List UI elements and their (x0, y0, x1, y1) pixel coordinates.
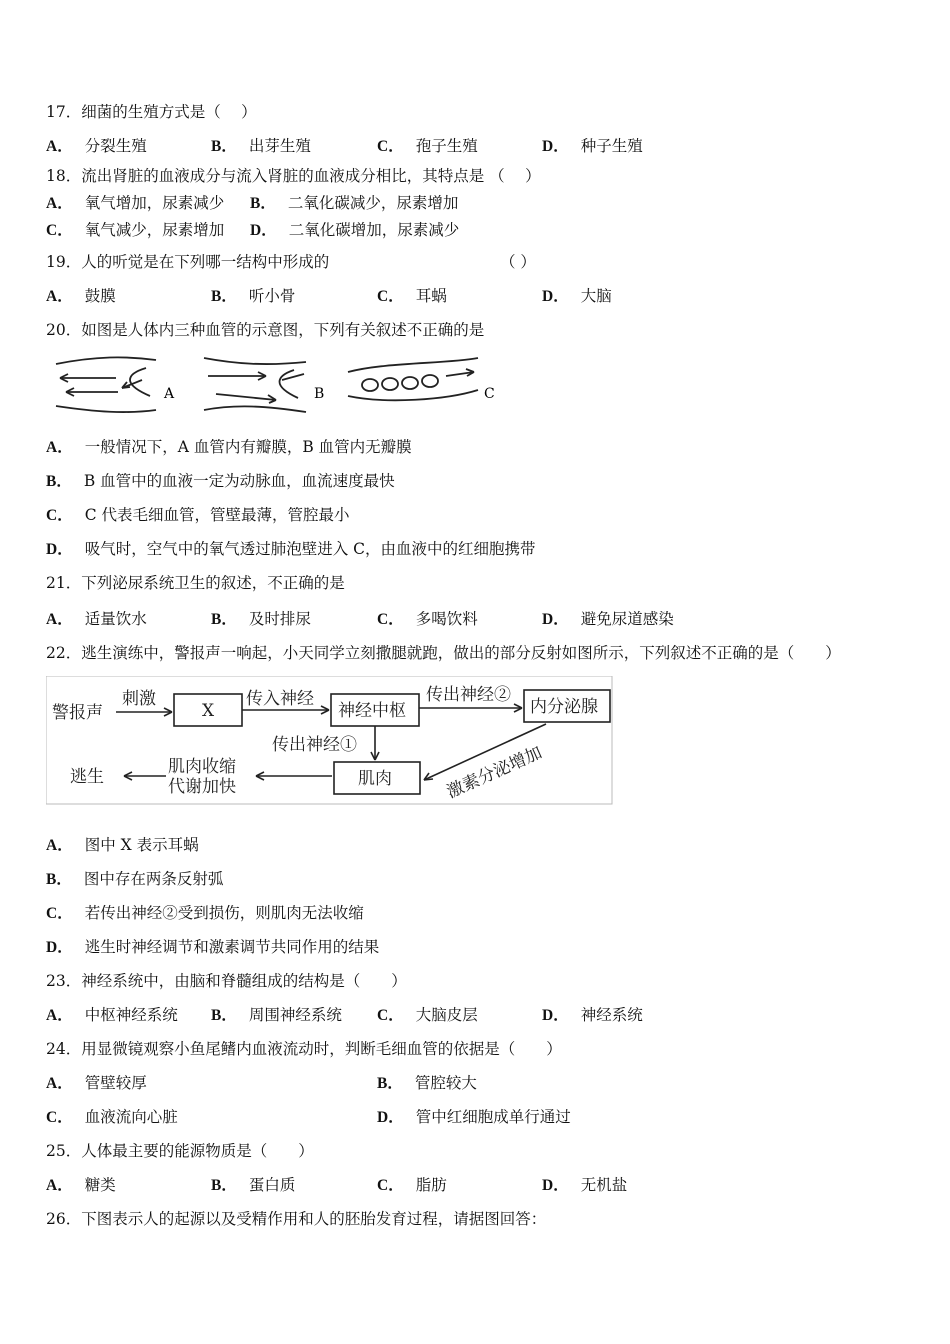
q24-option-a: A． 管壁较厚 (46, 1074, 147, 1092)
vessel-a-branch (130, 368, 150, 396)
vessel-a-bottom-wall (56, 406, 156, 412)
label-effect2: 代谢加快 (168, 777, 236, 797)
q17-stem: 17．细菌的生殖方式是（ ） (46, 103, 257, 121)
q18-stem: 18．流出肾脏的血液成分与流入肾脏的血液成分相比，其特点是 （ ） (46, 167, 541, 185)
red-blood-cell (402, 377, 418, 389)
label-x: X (202, 701, 215, 721)
q22-option-b: B． 图中存在两条反射弧 (46, 870, 224, 888)
q25-stem: 25．人体最主要的能源物质是（ ） (46, 1142, 314, 1160)
label-muscle: 肌肉 (358, 769, 392, 789)
q25-option-b: B． 蛋白质 (211, 1176, 296, 1194)
q20-stem: 20．如图是人体内三种血管的示意图，下列有关叙述不正确的是 (46, 321, 485, 339)
vessel-c-top-wall (348, 358, 478, 372)
q23-stem: 23．神经系统中，由脑和脊髓组成的结构是（ ） (46, 972, 407, 990)
q19-option-a: A． 鼓膜 (46, 287, 116, 305)
q24-option-c: C． 血液流向心脏 (46, 1108, 178, 1126)
q24-stem: 24．用显微镜观察小鱼尾鳍内血液流动时，判断毛细血管的依据是（ ） (46, 1040, 562, 1058)
q20-option-c: C． C 代表毛细血管，管壁最薄，管腔最小 (46, 506, 350, 524)
q17-option-b: B． 出芽生殖 (211, 137, 311, 155)
label-center: 神经中枢 (338, 701, 406, 721)
reflex-diagram (46, 676, 614, 806)
label-escape: 逃生 (70, 767, 104, 787)
q21-option-a: A． 适量饮水 (46, 610, 147, 628)
label-effect1: 肌肉收缩 (168, 757, 236, 777)
q18-option-b: B． 二氧化碳减少，尿素增加 (250, 194, 459, 212)
q21-option-c: C． 多喝饮料 (377, 610, 478, 628)
label-c: C (484, 386, 495, 402)
q22-option-a: A． 图中 X 表示耳蜗 (46, 836, 199, 854)
q25-option-a: A． 糖类 (46, 1176, 116, 1194)
q25-option-d: D． 无机盐 (542, 1176, 628, 1194)
q22-option-d: D． 逃生时神经调节和激素调节共同作用的结果 (46, 938, 380, 956)
blood-vessel-figure (46, 350, 496, 420)
q18-option-c: C． 氧气减少，尿素增加 (46, 221, 225, 239)
q21-option-b: B． 及时排尿 (211, 610, 311, 628)
q19-option-c: C． 耳蜗 (377, 287, 447, 305)
q22-stem: 22．逃生演练中，警报声一响起，小天同学立刻撒腿就跑，做出的部分反射如图所示，下列叙述不正确的是（ ） (46, 644, 841, 662)
q17-option-c: C． 孢子生殖 (377, 137, 478, 155)
q17-option-a: A． 分裂生殖 (46, 137, 147, 155)
label-b: B (314, 386, 325, 402)
red-blood-cell (382, 378, 398, 390)
vessel-b-top-wall (204, 358, 306, 364)
q20-option-d: D． 吸气时，空气中的氧气透过肺泡壁进入 C，由血液中的红细胞携带 (46, 540, 536, 558)
label-alarm: 警报声 (52, 703, 103, 723)
q24-option-d: D． 管中红细胞成单行通过 (377, 1108, 571, 1126)
red-blood-cell (422, 375, 438, 387)
q18-option-d: D． 二氧化碳增加，尿素减少 (250, 221, 460, 239)
q25-option-c: C． 脂肪 (377, 1176, 447, 1194)
q22-option-c: C． 若传出神经②受到损伤，则肌肉无法收缩 (46, 904, 364, 922)
vessel-b-bottom-wall (204, 406, 306, 412)
red-blood-cell (362, 379, 378, 391)
label-hormone: 激素分泌增加 (443, 742, 546, 803)
q19-option-d: D． 大脑 (542, 287, 612, 305)
q24-option-b: B． 管腔较大 (377, 1074, 477, 1092)
label-efferent2: 传出神经② (426, 685, 511, 705)
label-stimulus: 刺激 (122, 689, 156, 709)
q17-option-d: D． 种子生殖 (542, 137, 643, 155)
q20-option-b: B． B 血管中的血液一定为动脉血，血流速度最快 (46, 472, 395, 490)
q20-option-a: A． 一般情况下，A 血管内有瓣膜，B 血管内无瓣膜 (46, 438, 412, 456)
q26-stem: 26．下图表示人的起源以及受精作用和人的胚胎发育过程，请据图回答： (46, 1210, 547, 1228)
vessel-b-arrow-3 (282, 374, 304, 380)
q18-option-a: A． 氧气增加，尿素减少 (46, 194, 225, 212)
q19-option-b: B． 听小骨 (211, 287, 296, 305)
label-a: A (164, 386, 175, 402)
q19-paren: （ ） (500, 253, 536, 271)
q23-option-c: C． 大脑皮层 (377, 1006, 478, 1024)
q23-option-d: D． 神经系统 (542, 1006, 643, 1024)
q21-option-d: D． 避免尿道感染 (542, 610, 674, 628)
label-afferent: 传入神经 (246, 689, 314, 709)
vessel-b-branch (280, 370, 299, 398)
label-gland: 内分泌腺 (530, 697, 598, 717)
label-efferent1: 传出神经① (272, 735, 357, 755)
vessel-a-top-wall (56, 357, 156, 364)
q23-option-b: B． 周围神经系统 (211, 1006, 342, 1024)
q23-option-a: A． 中枢神经系统 (46, 1006, 178, 1024)
q21-stem: 21．下列泌尿系统卫生的叙述，不正确的是 (46, 574, 345, 592)
vessel-b-arrow-2 (216, 394, 276, 400)
q19-stem: 19．人的听觉是在下列哪一结构中形成的 (46, 253, 330, 271)
